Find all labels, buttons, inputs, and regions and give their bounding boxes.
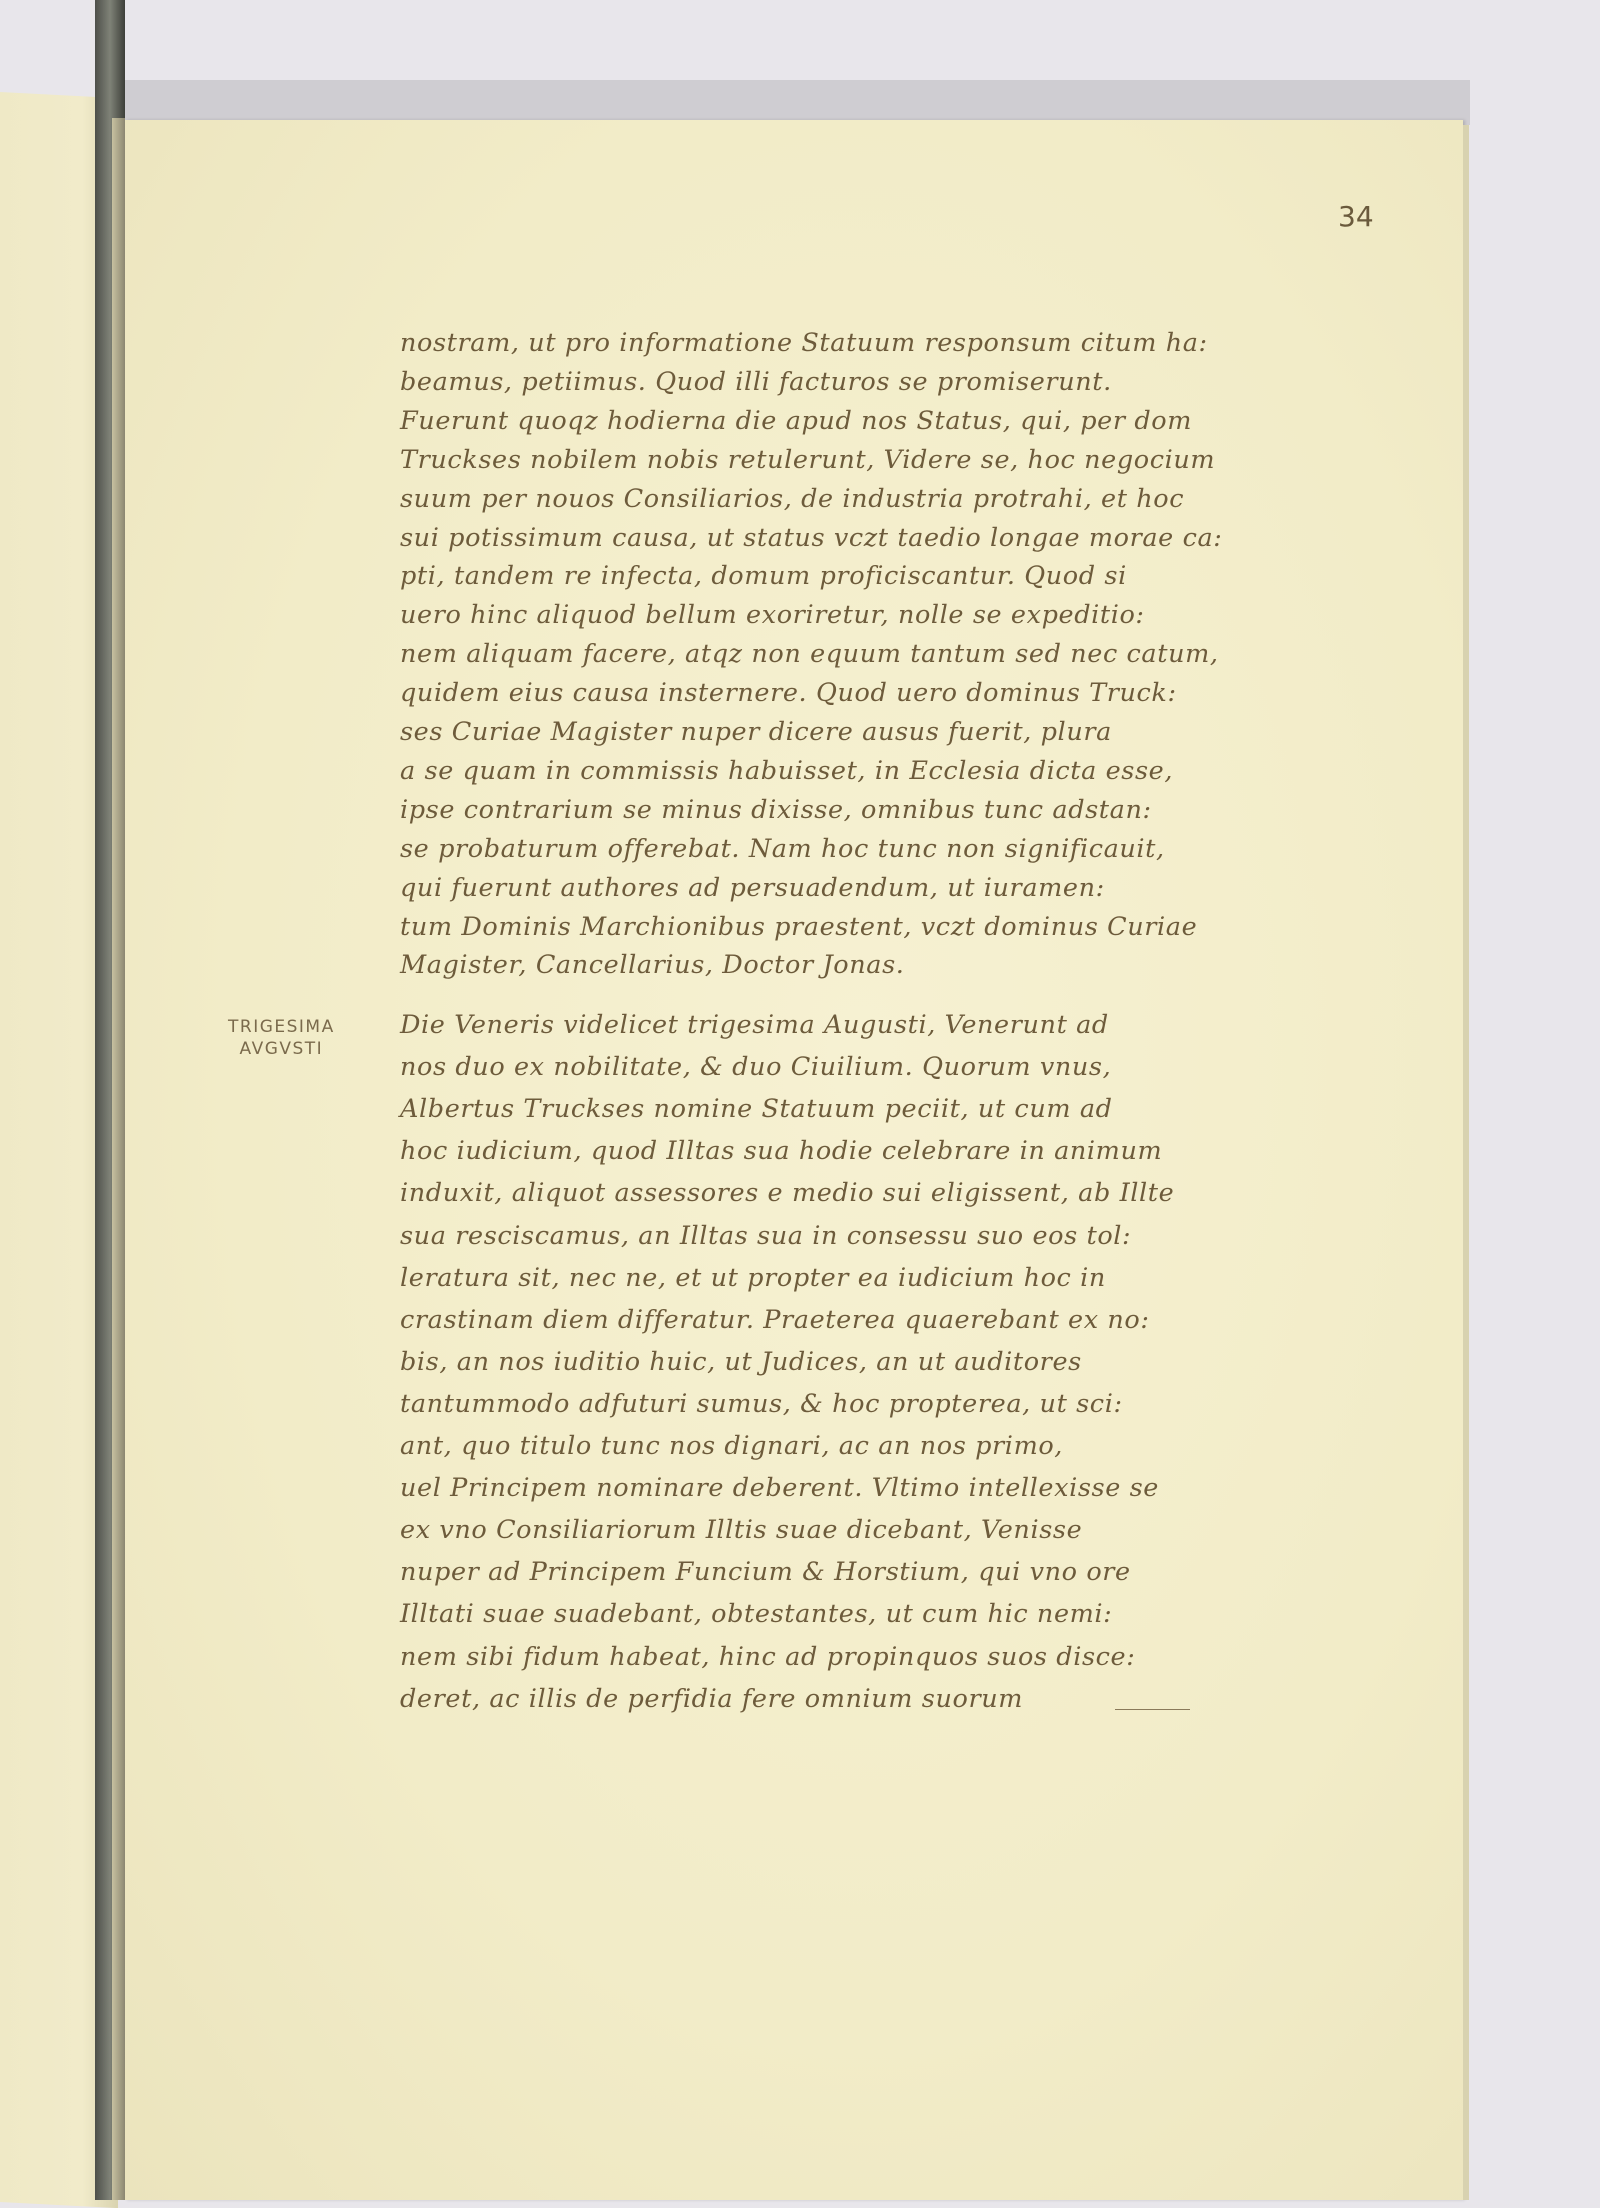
manuscript-line: ex vno Consiliariorum Illtis suae dicebant, Venisse <box>400 1515 1083 1546</box>
manuscript-line: Die Veneris videlicet trigesima Augusti, Venerunt ad <box>400 1010 1109 1040</box>
manuscript-line: qui fuerunt authores ad persuadendum, ut iuramen: <box>400 872 1105 903</box>
manuscript-line: hoc iudicium, quod Illtas sua hodie celebrare in animum <box>400 1136 1163 1167</box>
manuscript-line: quidem eius causa insternere. Quod uero dominus Truck: <box>400 678 1177 709</box>
manuscript-line: beamus, petiimus. Quod illi facturos se promiserunt. <box>400 366 1112 397</box>
manuscript-line: bis, an nos iuditio huic, ut Judices, an ut auditores <box>400 1346 1082 1377</box>
manuscript-line: nos duo ex nobilitate, & duo Ciuilium. Quorum vnus, <box>400 1052 1112 1083</box>
manuscript-line: induxit, aliquot assessores e medio sui eligissent, ab Illte <box>400 1178 1175 1209</box>
manuscript-line: se probaturum offerebat. Nam hoc tunc non significauit, <box>400 833 1165 864</box>
manuscript-line: tum Dominis Marchionibus praestent, vczt dominus Curiae <box>400 911 1198 942</box>
manuscript-line: suum per nouos Consiliarios, de industria protrahi, et hoc <box>400 483 1185 514</box>
manuscript-line: Fuerunt quoqz hodierna die apud nos Status, qui, per dom <box>400 405 1193 436</box>
manuscript-line: ant, quo titulo tunc nos dignari, ac an nos primo, <box>400 1431 1064 1461</box>
background-shadow <box>125 80 1470 125</box>
manuscript-line: sua resciscamus, an Illtas sua in consessu suo eos tol: <box>400 1220 1132 1251</box>
manuscript-line: nem aliquam facere, atqz non equum tantum sed nec catum, <box>400 639 1219 670</box>
manuscript-line: deret, ac illis de perfidia fere omnium suorum <box>400 1683 1024 1714</box>
margin-note-line: TRIGESIMA <box>228 1017 335 1037</box>
manuscript-line: Truckses nobilem nobis retulerunt, Videre se, hoc negocium <box>400 444 1216 475</box>
manuscript-line: ipse contrarium se minus dixisse, omnibus tunc adstan: <box>400 794 1152 825</box>
manuscript-line: crastinam diem differatur. Praeterea quaerebant ex no: <box>400 1304 1150 1335</box>
manuscript-line: sui potissimum causa, ut status vczt taedio longae morae ca: <box>400 522 1223 553</box>
manuscript-line: Illtati suae suadebant, obtestantes, ut cum hic nemi: <box>400 1599 1113 1630</box>
manuscript-line: Magister, Cancellarius, Doctor Jonas. <box>400 950 905 981</box>
manuscript-line: uero hinc aliquod bellum exoriretur, nolle se expeditio: <box>400 600 1145 631</box>
manuscript-line: nostram, ut pro informatione Statuum responsum citum ha: <box>400 328 1208 358</box>
manuscript-line: nuper ad Principem Funcium & Horstium, qui vno ore <box>400 1557 1131 1588</box>
manuscript-line: leratura sit, nec ne, et ut propter ea iudicium hoc in <box>400 1262 1106 1293</box>
margin-note-line: AVGVSTI <box>239 1039 324 1059</box>
line-end-flourish <box>1115 1709 1190 1710</box>
manuscript-line: ses Curiae Magister nuper dicere ausus fuerit, plura <box>400 717 1112 747</box>
manuscript-line: Albertus Truckses nomine Statuum peciit, ut cum ad <box>400 1094 1113 1125</box>
page-edge <box>1463 125 1469 2200</box>
page-binding-edge <box>112 118 125 2200</box>
margin-note <box>228 1016 335 1060</box>
manuscript-line: tantummodo adfuturi sumus, & hoc propterea, ut sci: <box>400 1388 1123 1419</box>
manuscript-line: nem sibi fidum habeat, hinc ad propinquos suos disce: <box>400 1641 1136 1672</box>
manuscript-line: a se quam in commissis habuisset, in Ecclesia dicta esse, <box>400 755 1174 786</box>
manuscript-line: uel Principem nominare deberent. Vltimo intellexisse se <box>400 1473 1159 1504</box>
manuscript-line: pti, tandem re infecta, domum proficiscantur. Quod si <box>400 561 1127 592</box>
folio-number: 34 <box>1338 200 1374 233</box>
